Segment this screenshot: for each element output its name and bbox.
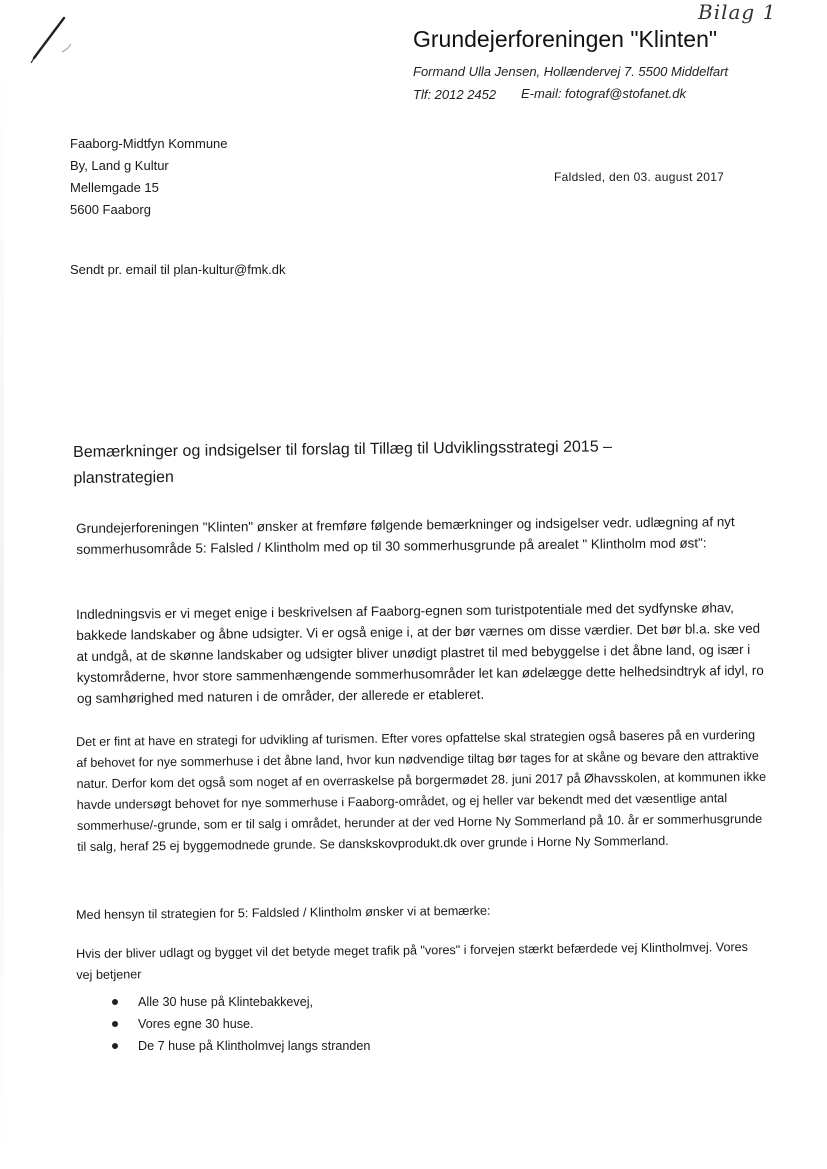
paragraph-remark: Med hensyn til strategien for 5: Faldsled / Klintholm ønsker vi at bemærke: xyxy=(76,903,491,922)
recipient-line: 5600 Faaborg xyxy=(70,202,151,217)
paragraph-strategy: Det er fint at have en strategi for udvikling af turismen. Efter vores opfattelse skal strategien også baseres på en vurdering af behovet for nye sommerhuse i det åbne land, hvor kun nødvendige tiltag bør tages for at skåne og bevare den attraktive natur. Derfor kom det også som noget af en overraskelse på borgermødet 28. juni 2017 på Øhavsskolen, at kommunen ikke havde undersøgt behovet for nye sommerhuse i Faaborg-området, og ej heller var bekendt med det væsentlige antal sommerhuse/-grunde, som er til salg i området, herunder at der ved Horne Ny Sommerland på 10. år er sommerhusgrunde til salg, heraf 25 ej byggemodnede grunde. Se danskskovprodukt.dk over grunde i Horne Ny Sommerland. xyxy=(76,727,767,854)
list-item: Alle 30 huse på Klintebakkevej, xyxy=(92,991,370,1013)
bullet-icon xyxy=(112,999,118,1005)
contact-line: Formand Ulla Jensen, Hollændervej 7. 5500 Middelfart xyxy=(413,64,729,79)
pen-icon xyxy=(28,14,78,64)
recipient-line: Mellemgade 15 xyxy=(70,180,159,195)
scan-edge xyxy=(0,60,4,1160)
list-item: Vores egne 30 huse. xyxy=(92,1013,370,1035)
paragraph-traffic: Hvis der bliver udlagt og bygget vil det betyde meget trafik på "vores" i forvejen stærkt befærdede vej Klintholmvej. Vores vej betjener xyxy=(76,939,748,982)
paragraph-agreement: Indledningsvis er vi meget enige i beskrivelsen af Faaborg-egnen som turistpotentiale med det sydfynske øhav, bakkede landskaber og åbne udsigter. Vi er også enige i, at der bør værnes om disse værdier. Det bør bl.a. ske ved at undgå, at de skønne landskaber og udsigter bliver unødigt plastret til med bebyggelse i det åbne land, og især i kystområderne, hvor store sammenhængende sommerhusområder let kan ødelægge dette helhedsindtryk af idyl, ro og samhørighed med naturen i de områder, der allerede er etableret. xyxy=(76,600,764,706)
phone: Tlf: 2012 2452 xyxy=(413,87,497,102)
org-name: Grundejerforeningen "Klinten" xyxy=(413,26,718,52)
bilag-stamp: Bilag 1 xyxy=(698,0,777,24)
bullet-icon xyxy=(112,1021,118,1027)
sent-via: Sendt pr. email til plan-kultur@fmk.dk xyxy=(70,262,286,277)
subject-heading: Bemærkninger og indsigelser til forslag til Tillæg til Udviklingsstrategi 2015 – planstrategien xyxy=(73,438,613,487)
email: E-mail: fotograf@stofanet.dk xyxy=(521,86,686,101)
list-item: De 7 huse på Klintholmvej langs stranden xyxy=(92,1035,370,1057)
recipient-address xyxy=(70,133,228,221)
recipient-line: By, Land g Kultur xyxy=(70,158,169,173)
recipient-line: Faaborg-Midtfyn Kommune xyxy=(70,136,228,151)
dateline: Faldsled, den 03. august 2017 xyxy=(554,170,725,184)
bullet-icon xyxy=(112,1043,118,1049)
paragraph-intro: Grundejerforeningen "Klinten" ønsker at fremføre følgende bemærkninger og indsigelser vedr. udlægning af nyt sommerhusområde 5: Falsled / Klintholm med op til 30 sommerhusgrunde på arealet " Klintholm mod øst": xyxy=(76,514,735,557)
bullet-list xyxy=(92,991,370,1057)
